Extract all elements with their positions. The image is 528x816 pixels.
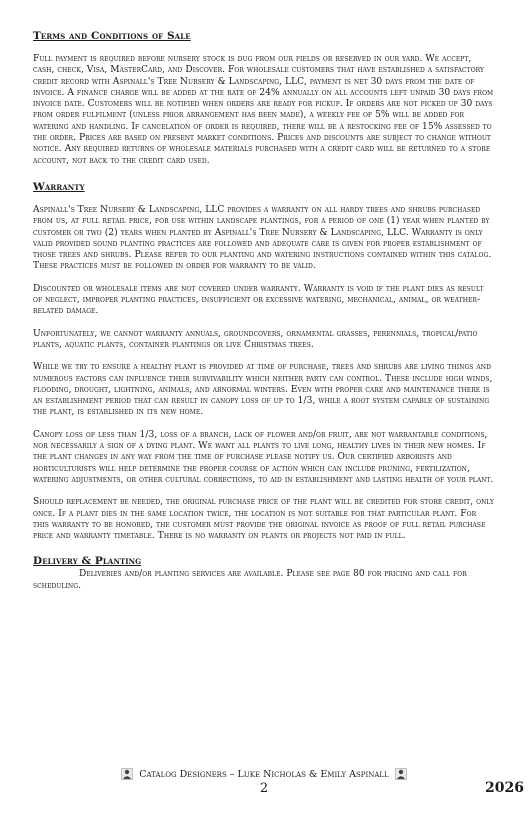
delivery-title: Delivery & Planting [33,555,142,568]
footer-credit-line [0,768,528,780]
warranty-paragraph: Aspinall's Tree Nursery & Landscaping, LLC provides a warranty on all hardy trees and shrubs purchased from us, at full retail price, for use within landscape plantings, for a period of one (1) year when planted by customer or two (2) years when planted by Aspinall's Tree Nursery & Landscaping, LLC. Warranty is only valid provided sound planting practices are followed and adequate care is given for proper establishment of those trees and shrubs. Please refer to our planting and watering instructions contained within this catalog. These practices must be followed in order for warranty to be valid. [33,204,492,272]
person-icon [121,768,133,780]
warranty-paragraph: Discounted or wholesale items are not covered under warranty. Warranty is void if the plant dies as result of neglect, improper planting practices, insufficient or excessive watering, mechanical, animal, or weather-related damage. [33,283,484,317]
warranty-paragraph: Canopy loss of less than 1/3, loss of a branch, lack of flower and/or fruit, are not warrantable conditions, nor necessarily a sign of a dying plant. We want all plants to live long, healthy lives in their new homes. If the plant changes in any way from the time of purchase please notify us. Our certified arborists and horticulturists will help determine the proper course of action which can include pruning, fertilization, watering adjustments, or other cultural corrections, to aid in establishment and lasting health of your plant. [33,429,494,485]
warranty-paragraph: Should replacement be needed, the original purchase price of the plant will be credited for store credit, only once. If a plant dies in the same location twice, the location is not suitable for that particular plant. For this warranty to be honored, the customer must provide the original invoice as proof of full retail purchase price and warranty timetable. There is no warranty on plants or projects not paid in full. [33,497,495,542]
catalog-year: 2026 [485,780,524,796]
document-page [33,30,495,603]
designer-credit: Catalog Designers – Luke Nicholas & Emily Aspinall [139,768,389,780]
delivery-body: Deliveries and/or planting services are available. Please see page 80 for pricing and call for scheduling. [33,569,467,591]
person-icon [395,768,407,780]
terms-body: Full payment is required before nursery stock is dug from our fields or reserved in our yard. We accept, cash, check, Visa, MasterCard, and Discover. For wholesale customers that have established a satisfactory credit record with Aspinall's Tree Nursery & Landscaping, LLC, payment is net 30 days from the date of invoice. A finance charge will be added at the rate of 24% annually on all accounts left unpaid 30 days from invoice date. Customers will be notified when orders are ready for pickup. If orders are not picked up 30 days from order fulfilment (unless prior arrangement has been made), a weekly fee of 5% will be added for watering and handling. If cancelation of order is required, there will be a restocking fee of 15% assessed to the order. Prices are based on present market conditions. Prices and discounts are subject to change without notice. Any required returns of wholesale materials purchased with a credit card will be returned to a store account, not back to the credit card used. [33,54,494,166]
page-number: 2 [259,781,269,796]
warranty-title: Warranty [33,180,85,193]
warranty-paragraph: While we try to ensure a healthy plant is provided at time of purchase, trees and shrubs are living things and numerous factors can influence their survivability which neither party can control. These include high winds, flooding, drought, lightning, animals, and abnormal winters. Even with proper care and maintenance there is an establishment period that can result in canopy loss of up to 1/3, while a root system capable of sustaining the plant, is established in its new home. [33,362,493,418]
terms-title: Terms and Conditions of Sale [33,30,191,42]
warranty-paragraph: Unfortunately, we cannot warranty annuals, groundcovers, ornamental grasses, perennials, tropical/patio plants, aquatic plants, container plantings or live Christmas trees. [33,328,478,350]
